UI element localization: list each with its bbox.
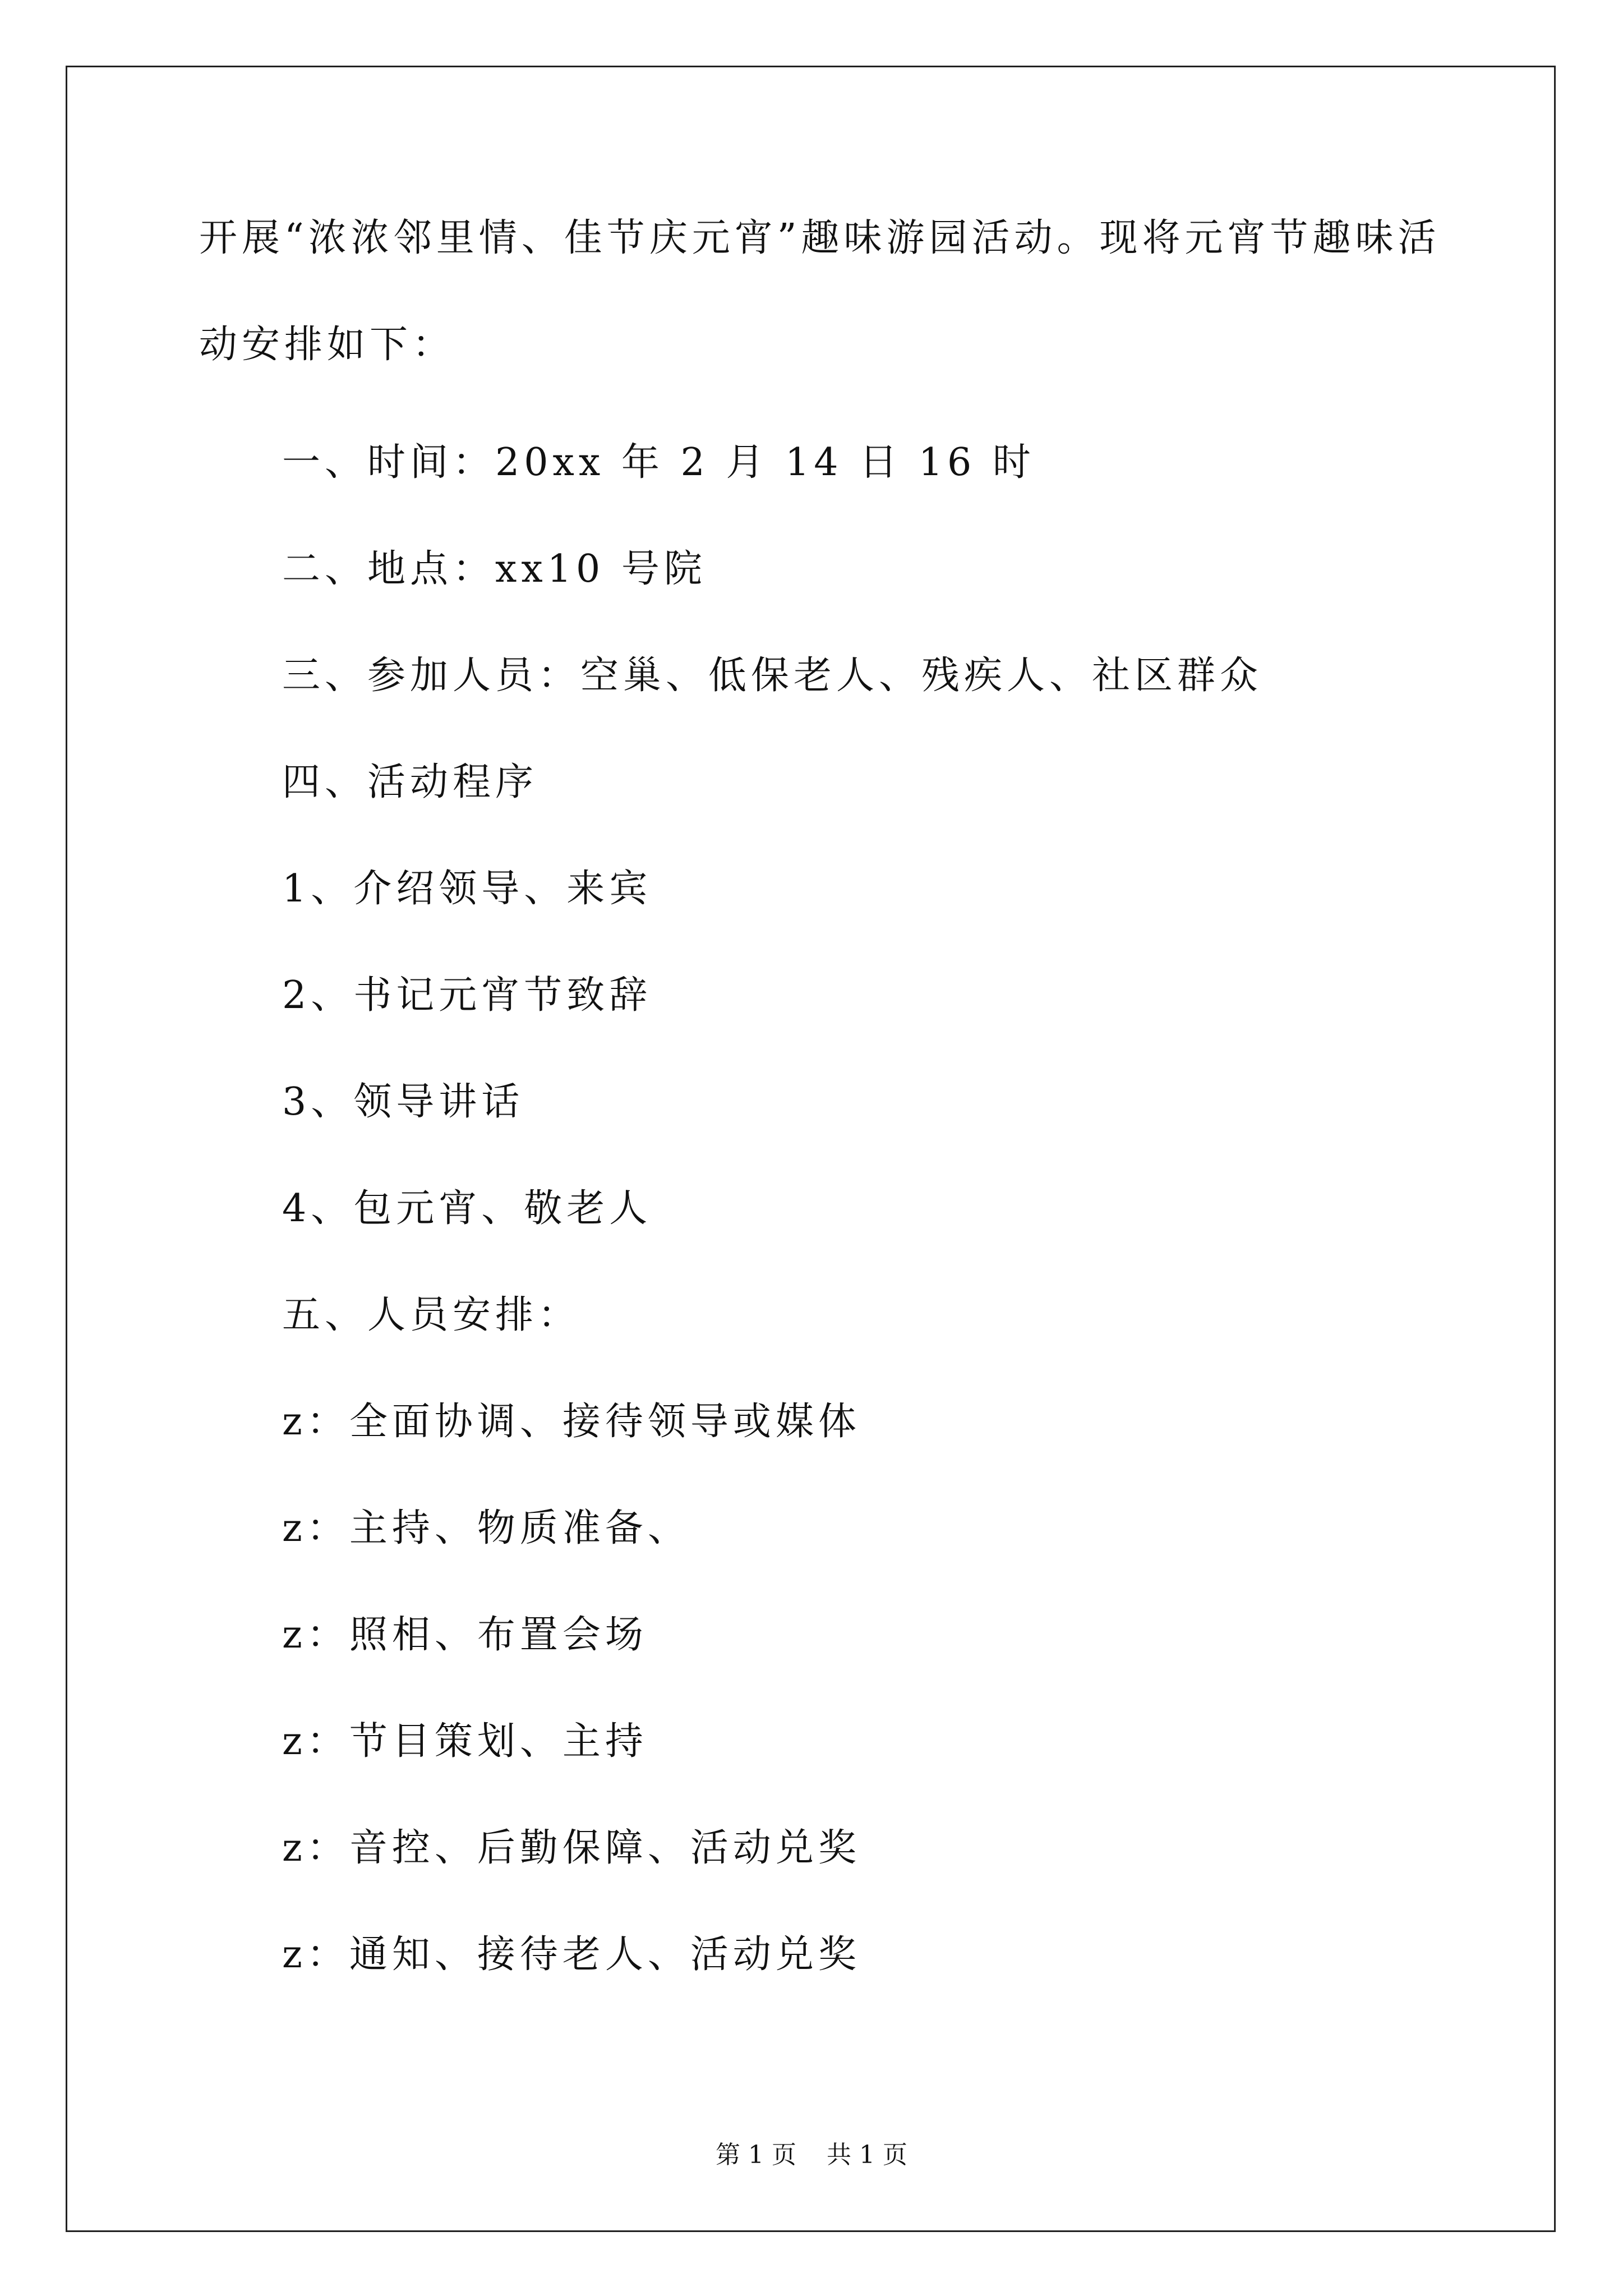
- staff-assignment-6: z：通知、接待老人、活动兑奖: [282, 1932, 861, 1977]
- staff-assignment-4: z：节目策划、主持: [282, 1719, 648, 1764]
- staff-assignment-2: z：主持、物质准备、: [282, 1506, 690, 1550]
- staff-assignment-5: z：音控、后勤保障、活动兑奖: [282, 1826, 861, 1870]
- page-border: [66, 66, 1556, 2232]
- page-total: 共 1 页: [827, 2141, 907, 2169]
- item-time: 一、时间：20xx 年 2 月 14 日 16 时: [282, 440, 1035, 485]
- item-program-heading: 四、活动程序: [282, 760, 538, 804]
- program-step-3: 3、领导讲话: [282, 1080, 524, 1124]
- page-number: 第 1 页: [716, 2141, 796, 2169]
- program-step-2: 2、书记元宵节致辞: [282, 973, 652, 1018]
- staff-assignment-1: z：全面协调、接待领导或媒体: [282, 1400, 861, 1444]
- intro-paragraph-line-1: 开展“浓浓邻里情、佳节庆元宵”趣味游园活动。现将元宵节趣味活: [199, 216, 1441, 260]
- item-location: 二、地点：xx10 号院: [282, 547, 707, 591]
- intro-paragraph-line-2: 动安排如下：: [199, 323, 455, 367]
- item-participants: 三、参加人员：空巢、低保老人、残疾人、社区群众: [282, 654, 1263, 698]
- staff-assignment-3: z：照相、布置会场: [282, 1613, 648, 1657]
- program-step-1: 1、介绍领导、来宾: [282, 867, 652, 911]
- page-footer: [0, 2134, 1623, 2170]
- program-step-4: 4、包元宵、敬老人: [282, 1186, 652, 1231]
- item-staff-heading: 五、人员安排：: [282, 1293, 581, 1337]
